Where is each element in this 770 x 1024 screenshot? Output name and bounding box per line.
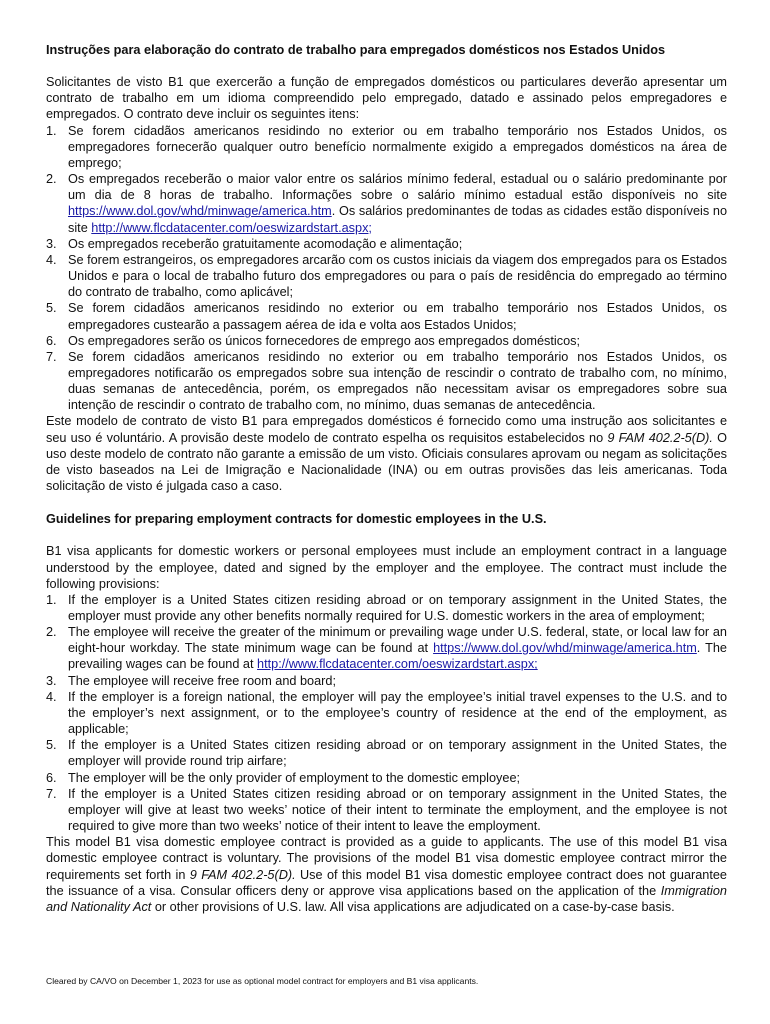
list-item: 4. If the employer is a foreign national, the employer will pay the employee’s initial travel expenses to the U.S. and to the employer’s next assignment, or to the employee’s country of residence at the end of the employment, as applicable; (46, 689, 727, 737)
list-item: 1. Se forem cidadãos americanos residindo no exterior ou em trabalho temporário nos Estados Unidos, os empregadores fornecerão qualquer outro benefício normalmente exigido a empregados domésticos na área de emprego; (46, 123, 727, 170)
english-title: Guidelines for preparing employment contracts for domestic employees in the U.S. (46, 512, 547, 527)
portuguese-provisions-list (46, 123, 727, 414)
list-item: 6. Os empregadores serão os únicos fornecedores de emprego aos empregados domésticos; (46, 333, 581, 348)
list-item: 5. If the employer is a United States citizen residing abroad or on temporary assignment in the United States, the employer will provide round trip airfare; (46, 738, 727, 769)
dol-minwage-link[interactable]: https://www.dol.gov/whd/minwage/america.htm (433, 641, 697, 656)
list-item: 2. Os empregados receberão o maior valor entre os salários mínimo federal, estadual ou o salário predominante por um dia de 8 horas de trabalho. Informações sobre o salário mínimo estadual estão disponíveis no site https://www.dol.gov/whd/minwage/america.htm. Os salários predominantes de todas as cidades estão disponíveis no site http://www.flcdatacenter.com/oeswizardstart.aspx; (46, 172, 727, 235)
english-closing: This model B1 visa domestic employee contract is provided as a guide to applicants. The use of this model B1 visa domestic employee contract is voluntary. The provisions of the model B1 visa domestic employee contract mirror the requirements set forth in 9 FAM 402.2-5(D). Use of this model B1 visa domestic employee contract does not guarantee the issuance of a visa. Consular officers deny or approve visa applications based on the application of the Immigration and Nationality Act or other provisions of U.S. law. All visa applications are adjudicated on a case-by-case basis. (46, 835, 727, 914)
list-item: 2. The employee will receive the greater of the minimum or prevailing wage under U.S. federal, state, or local law for an eight-hour workday. The state minimum wage can be found at https://www.dol.gov/whd/minwage/america.htm. The prevailing wages can be found at http://www.flcdatacenter.com/oeswizardstart.aspx; (46, 625, 727, 672)
list-item: 4. Se forem estrangeiros, os empregadores arcarão com os custos iniciais da viagem dos empregados para os Estados Unidos e para o local de trabalho futuro dos empregadores ou para o país de residência do empregado ao término do contrato de trabalho, como aplicável; (46, 252, 727, 300)
clearance-footnote: Cleared by CA/VO on December 1, 2023 for use as optional model contract for employers and B1 visa applicants. (46, 976, 479, 986)
document-page (46, 42, 727, 915)
list-item: 7. If the employer is a United States citizen residing abroad or on temporary assignment in the United States, the employer will give at least two weeks’ notice of their intent to terminate the employment, and the employee is not required to give more than two weeks’ notice of their intent to leave the employment. (46, 786, 727, 834)
english-provisions-list (46, 592, 727, 834)
portuguese-closing: Este modelo de contrato de visto B1 para empregados domésticos é fornecido como uma instrução aos solicitantes e seu uso é voluntário. A provisão deste modelo de contrato espelha os requisitos estabelecidos no 9 FAM 402.2-5(D). O uso deste modelo de contrato não garante a emissão de um visto. Oficiais consulares aprovam ou negam as solicitações de visto baseados na Lei de Imigração e Nacionalidade (INA) ou em outras provisões das leis americanas. Toda solicitação de visto é julgada caso a caso. (46, 414, 727, 494)
dol-minwage-link[interactable]: https://www.dol.gov/whd/minwage/america.htm (68, 204, 332, 219)
portuguese-intro: Solicitantes de visto B1 que exercerão a função de empregados domésticos ou particulares deverão apresentar um contrato de trabalho em um idioma compreendido pelo empregado, datado e assinado pelos empregadores e empregados. O contrato deve incluir os seguintes itens: (46, 75, 727, 122)
list-item: 3. Os empregados receberão gratuitamente acomodação e alimentação; (46, 236, 463, 251)
list-item: 1. If the employer is a United States citizen residing abroad or on temporary assignment in the United States, the employer must provide any other benefits normally required for U.S. domestic workers in the area of employment; (46, 592, 727, 623)
list-item: 5. Se forem cidadãos americanos residindo no exterior ou em trabalho temporário nos Estados Unidos, os empregadores custearão a passagem aérea de ida e volta aos Estados Unidos; (46, 301, 727, 332)
flcdatacenter-link[interactable]: http://www.flcdatacenter.com/oeswizardstart.aspx; (257, 657, 538, 672)
english-intro: B1 visa applicants for domestic workers or personal employees must include an employment contract in a language understood by the employee, dated and signed by the employer and the employee. The contract must include the following provisions: (46, 544, 727, 591)
list-item: 3. The employee will receive free room and board; (46, 673, 336, 688)
list-item: 7. Se forem cidadãos americanos residindo no exterior ou em trabalho temporário nos Estados Unidos, os empregadores notificarão os empregados sobre sua intenção de rescindir o contrato de trabalho com, no mínimo, duas semanas de antecedência, porém, os empregados não necessitam avisar os empregadores sobre sua intenção de rescindir o contrato de trabalho com, no mínimo, duas semanas de antecedência. (46, 349, 727, 413)
list-item: 6. The employer will be the only provider of employment to the domestic employee; (46, 770, 521, 785)
portuguese-title: Instruções para elaboração do contrato de trabalho para empregados domésticos nos Estados Unidos (46, 43, 666, 57)
flcdatacenter-link[interactable]: http://www.flcdatacenter.com/oeswizardstart.aspx; (91, 220, 372, 235)
